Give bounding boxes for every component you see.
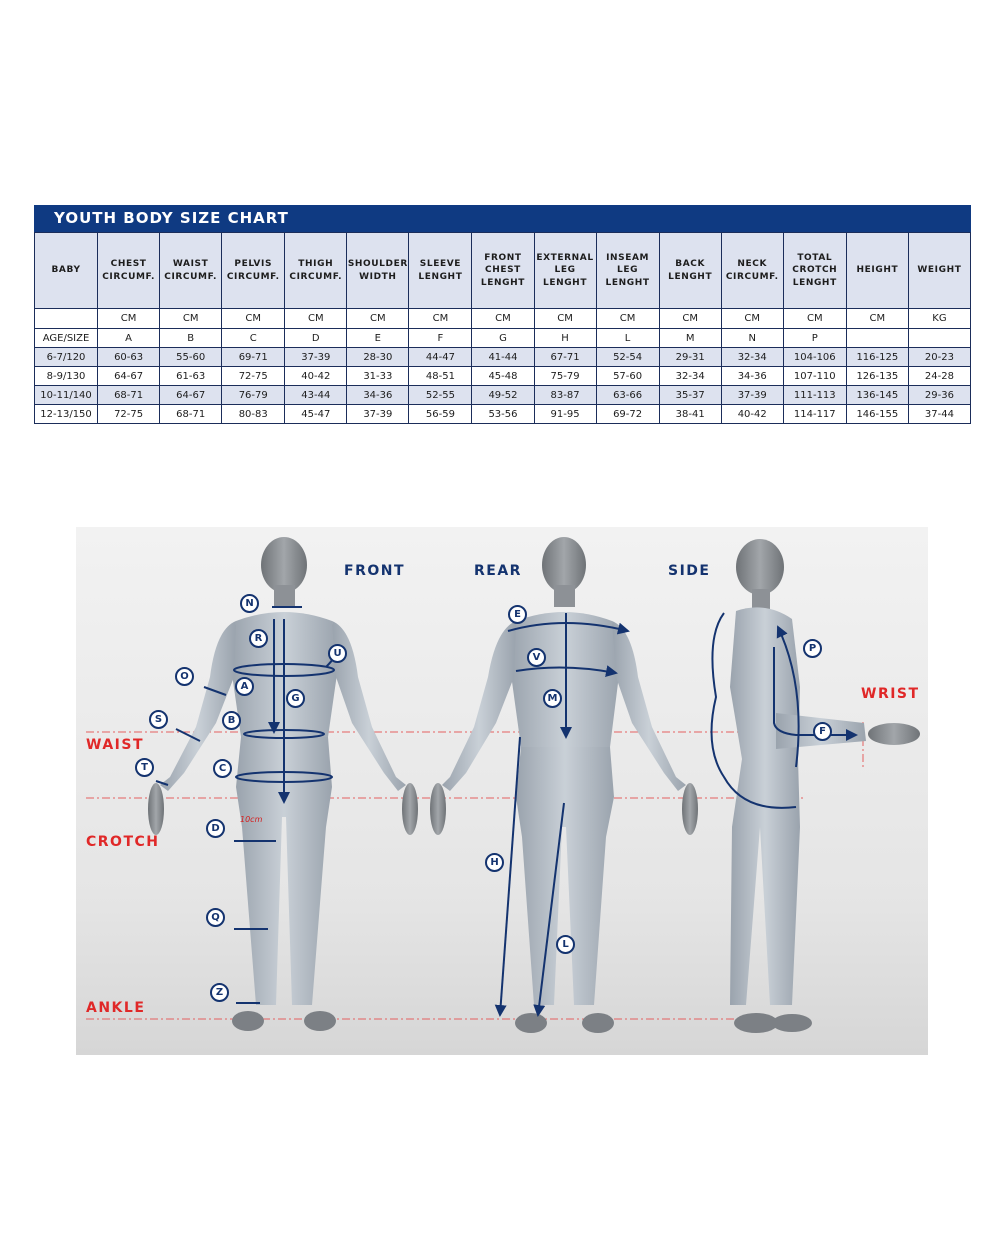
badge-a: A: [235, 677, 254, 696]
table-cell: 37-39: [347, 405, 409, 424]
side-figure: [712, 539, 921, 1033]
table-cell: 20-23: [908, 348, 970, 367]
table-cell: CM: [721, 309, 783, 329]
table-cell: 61-63: [160, 367, 222, 386]
table-cell: 32-34: [721, 348, 783, 367]
table-cell: 67-71: [534, 348, 596, 367]
table-cell: P: [783, 329, 846, 348]
badge-t: T: [135, 758, 154, 777]
badge-f: F: [813, 722, 832, 741]
table-cell: M: [659, 329, 721, 348]
table-cell: CM: [783, 309, 846, 329]
column-header: PELVIS CIRCUMF.: [222, 233, 285, 309]
badge-c: C: [213, 759, 232, 778]
column-header: BACK LENGHT: [659, 233, 721, 309]
table-cell: 34-36: [721, 367, 783, 386]
table-row: [35, 386, 971, 405]
table-cell: [35, 309, 98, 329]
body-illustration: [76, 527, 928, 1055]
badge-q: Q: [206, 908, 225, 927]
badge-g: G: [286, 689, 305, 708]
column-header: NECK CIRCUMF.: [721, 233, 783, 309]
table-cell: 72-75: [98, 405, 160, 424]
badge-m: M: [543, 689, 562, 708]
table-cell: 68-71: [160, 405, 222, 424]
table-cell: AGE/SIZE: [35, 329, 98, 348]
table-cell: CM: [222, 309, 285, 329]
table-cell: 116-125: [846, 348, 908, 367]
column-header: TOTAL CROTCH LENGHT: [783, 233, 846, 309]
waist-label: WAIST: [86, 737, 144, 753]
badge-u: U: [328, 644, 347, 663]
table-cell: 37-39: [285, 348, 347, 367]
measurement-figure: [76, 527, 928, 1055]
table-row: [35, 348, 971, 367]
table-cell: 104-106: [783, 348, 846, 367]
column-header: HEIGHT: [846, 233, 908, 309]
table-cell: 6-7/120: [35, 348, 98, 367]
table-cell: F: [409, 329, 472, 348]
table-cell: 83-87: [534, 386, 596, 405]
table-cell: 146-155: [846, 405, 908, 424]
table-cell: 10-11/140: [35, 386, 98, 405]
column-header: INSEAM LEG LENGHT: [596, 233, 659, 309]
size-chart: [34, 205, 971, 424]
table-cell: A: [98, 329, 160, 348]
table-cell: CM: [472, 309, 534, 329]
column-header: WEIGHT: [908, 233, 970, 309]
column-header: SLEEVE LENGHT: [409, 233, 472, 309]
table-cell: G: [472, 329, 534, 348]
column-header: FRONT CHEST LENGHT: [472, 233, 534, 309]
table-cell: 107-110: [783, 367, 846, 386]
side-title: SIDE: [668, 563, 711, 579]
column-header: EXTERNAL LEG LENGHT: [534, 233, 596, 309]
table-cell: 76-79: [222, 386, 285, 405]
table-cell: 114-117: [783, 405, 846, 424]
size-table: [34, 232, 971, 424]
table-cell: CM: [98, 309, 160, 329]
table-cell: [846, 329, 908, 348]
table-cell: 60-63: [98, 348, 160, 367]
table-cell: CM: [160, 309, 222, 329]
table-cell: C: [222, 329, 285, 348]
table-cell: 45-48: [472, 367, 534, 386]
badge-h: H: [485, 853, 504, 872]
table-cell: KG: [908, 309, 970, 329]
table-row: [35, 367, 971, 386]
column-header: CHEST CIRCUMF.: [98, 233, 160, 309]
badge-r: R: [249, 629, 268, 648]
wrist-label: WRIST: [861, 686, 920, 702]
table-cell: 49-52: [472, 386, 534, 405]
table-cell: 136-145: [846, 386, 908, 405]
table-cell: 64-67: [98, 367, 160, 386]
header-row: [35, 233, 971, 309]
badge-d: D: [206, 819, 225, 838]
table-cell: 28-30: [347, 348, 409, 367]
rear-title: REAR: [474, 563, 522, 579]
table-cell: H: [534, 329, 596, 348]
column-header: SHOULDER WIDTH: [347, 233, 409, 309]
badge-v: V: [527, 648, 546, 667]
table-row: [35, 405, 971, 424]
unit-row: [35, 309, 971, 329]
table-cell: N: [721, 329, 783, 348]
table-cell: 69-71: [222, 348, 285, 367]
table-cell: 44-47: [409, 348, 472, 367]
table-cell: E: [347, 329, 409, 348]
table-cell: 31-33: [347, 367, 409, 386]
code-row: [35, 329, 971, 348]
table-cell: 55-60: [160, 348, 222, 367]
column-header: WAIST CIRCUMF.: [160, 233, 222, 309]
badge-e: E: [508, 605, 527, 624]
table-cell: 91-95: [534, 405, 596, 424]
table-cell: 35-37: [659, 386, 721, 405]
table-cell: 43-44: [285, 386, 347, 405]
table-cell: 37-39: [721, 386, 783, 405]
table-cell: 52-55: [409, 386, 472, 405]
table-cell: 68-71: [98, 386, 160, 405]
table-cell: 12-13/150: [35, 405, 98, 424]
table-cell: 48-51: [409, 367, 472, 386]
table-cell: 40-42: [285, 367, 347, 386]
table-cell: L: [596, 329, 659, 348]
badge-z: Z: [210, 983, 229, 1002]
table-cell: 29-36: [908, 386, 970, 405]
table-cell: D: [285, 329, 347, 348]
badge-b: B: [222, 711, 241, 730]
table-cell: CM: [409, 309, 472, 329]
table-cell: [908, 329, 970, 348]
table-cell: 56-59: [409, 405, 472, 424]
badge-l: L: [556, 935, 575, 954]
table-cell: CM: [285, 309, 347, 329]
table-cell: 53-56: [472, 405, 534, 424]
table-cell: 69-72: [596, 405, 659, 424]
table-cell: 32-34: [659, 367, 721, 386]
table-cell: CM: [846, 309, 908, 329]
crotch-label: CROTCH: [86, 834, 160, 850]
badge-p: P: [803, 639, 822, 658]
rear-figure: [430, 537, 698, 1033]
front-figure: [148, 537, 418, 1031]
table-cell: 37-44: [908, 405, 970, 424]
table-cell: 126-135: [846, 367, 908, 386]
table-cell: 64-67: [160, 386, 222, 405]
table-cell: CM: [659, 309, 721, 329]
chart-title: YOUTH BODY SIZE CHART: [34, 205, 971, 232]
table-cell: 24-28: [908, 367, 970, 386]
table-cell: 80-83: [222, 405, 285, 424]
badge-n: N: [240, 594, 259, 613]
table-cell: 38-41: [659, 405, 721, 424]
front-title: FRONT: [344, 563, 406, 579]
table-cell: 34-36: [347, 386, 409, 405]
table-cell: 75-79: [534, 367, 596, 386]
table-cell: 41-44: [472, 348, 534, 367]
badge-o: O: [175, 667, 194, 686]
table-cell: 8-9/130: [35, 367, 98, 386]
table-cell: 40-42: [721, 405, 783, 424]
table-cell: 52-54: [596, 348, 659, 367]
badge-s: S: [149, 710, 168, 729]
table-cell: 111-113: [783, 386, 846, 405]
table-cell: 57-60: [596, 367, 659, 386]
ten-cm-note: 10cm: [240, 815, 263, 824]
column-header: BABY: [35, 233, 98, 309]
table-cell: B: [160, 329, 222, 348]
column-header: THIGH CIRCUMF.: [285, 233, 347, 309]
table-cell: 45-47: [285, 405, 347, 424]
table-cell: 72-75: [222, 367, 285, 386]
table-cell: 63-66: [596, 386, 659, 405]
table-cell: 29-31: [659, 348, 721, 367]
table-cell: CM: [347, 309, 409, 329]
table-cell: CM: [596, 309, 659, 329]
ankle-label: ANKLE: [86, 1000, 146, 1016]
table-cell: CM: [534, 309, 596, 329]
